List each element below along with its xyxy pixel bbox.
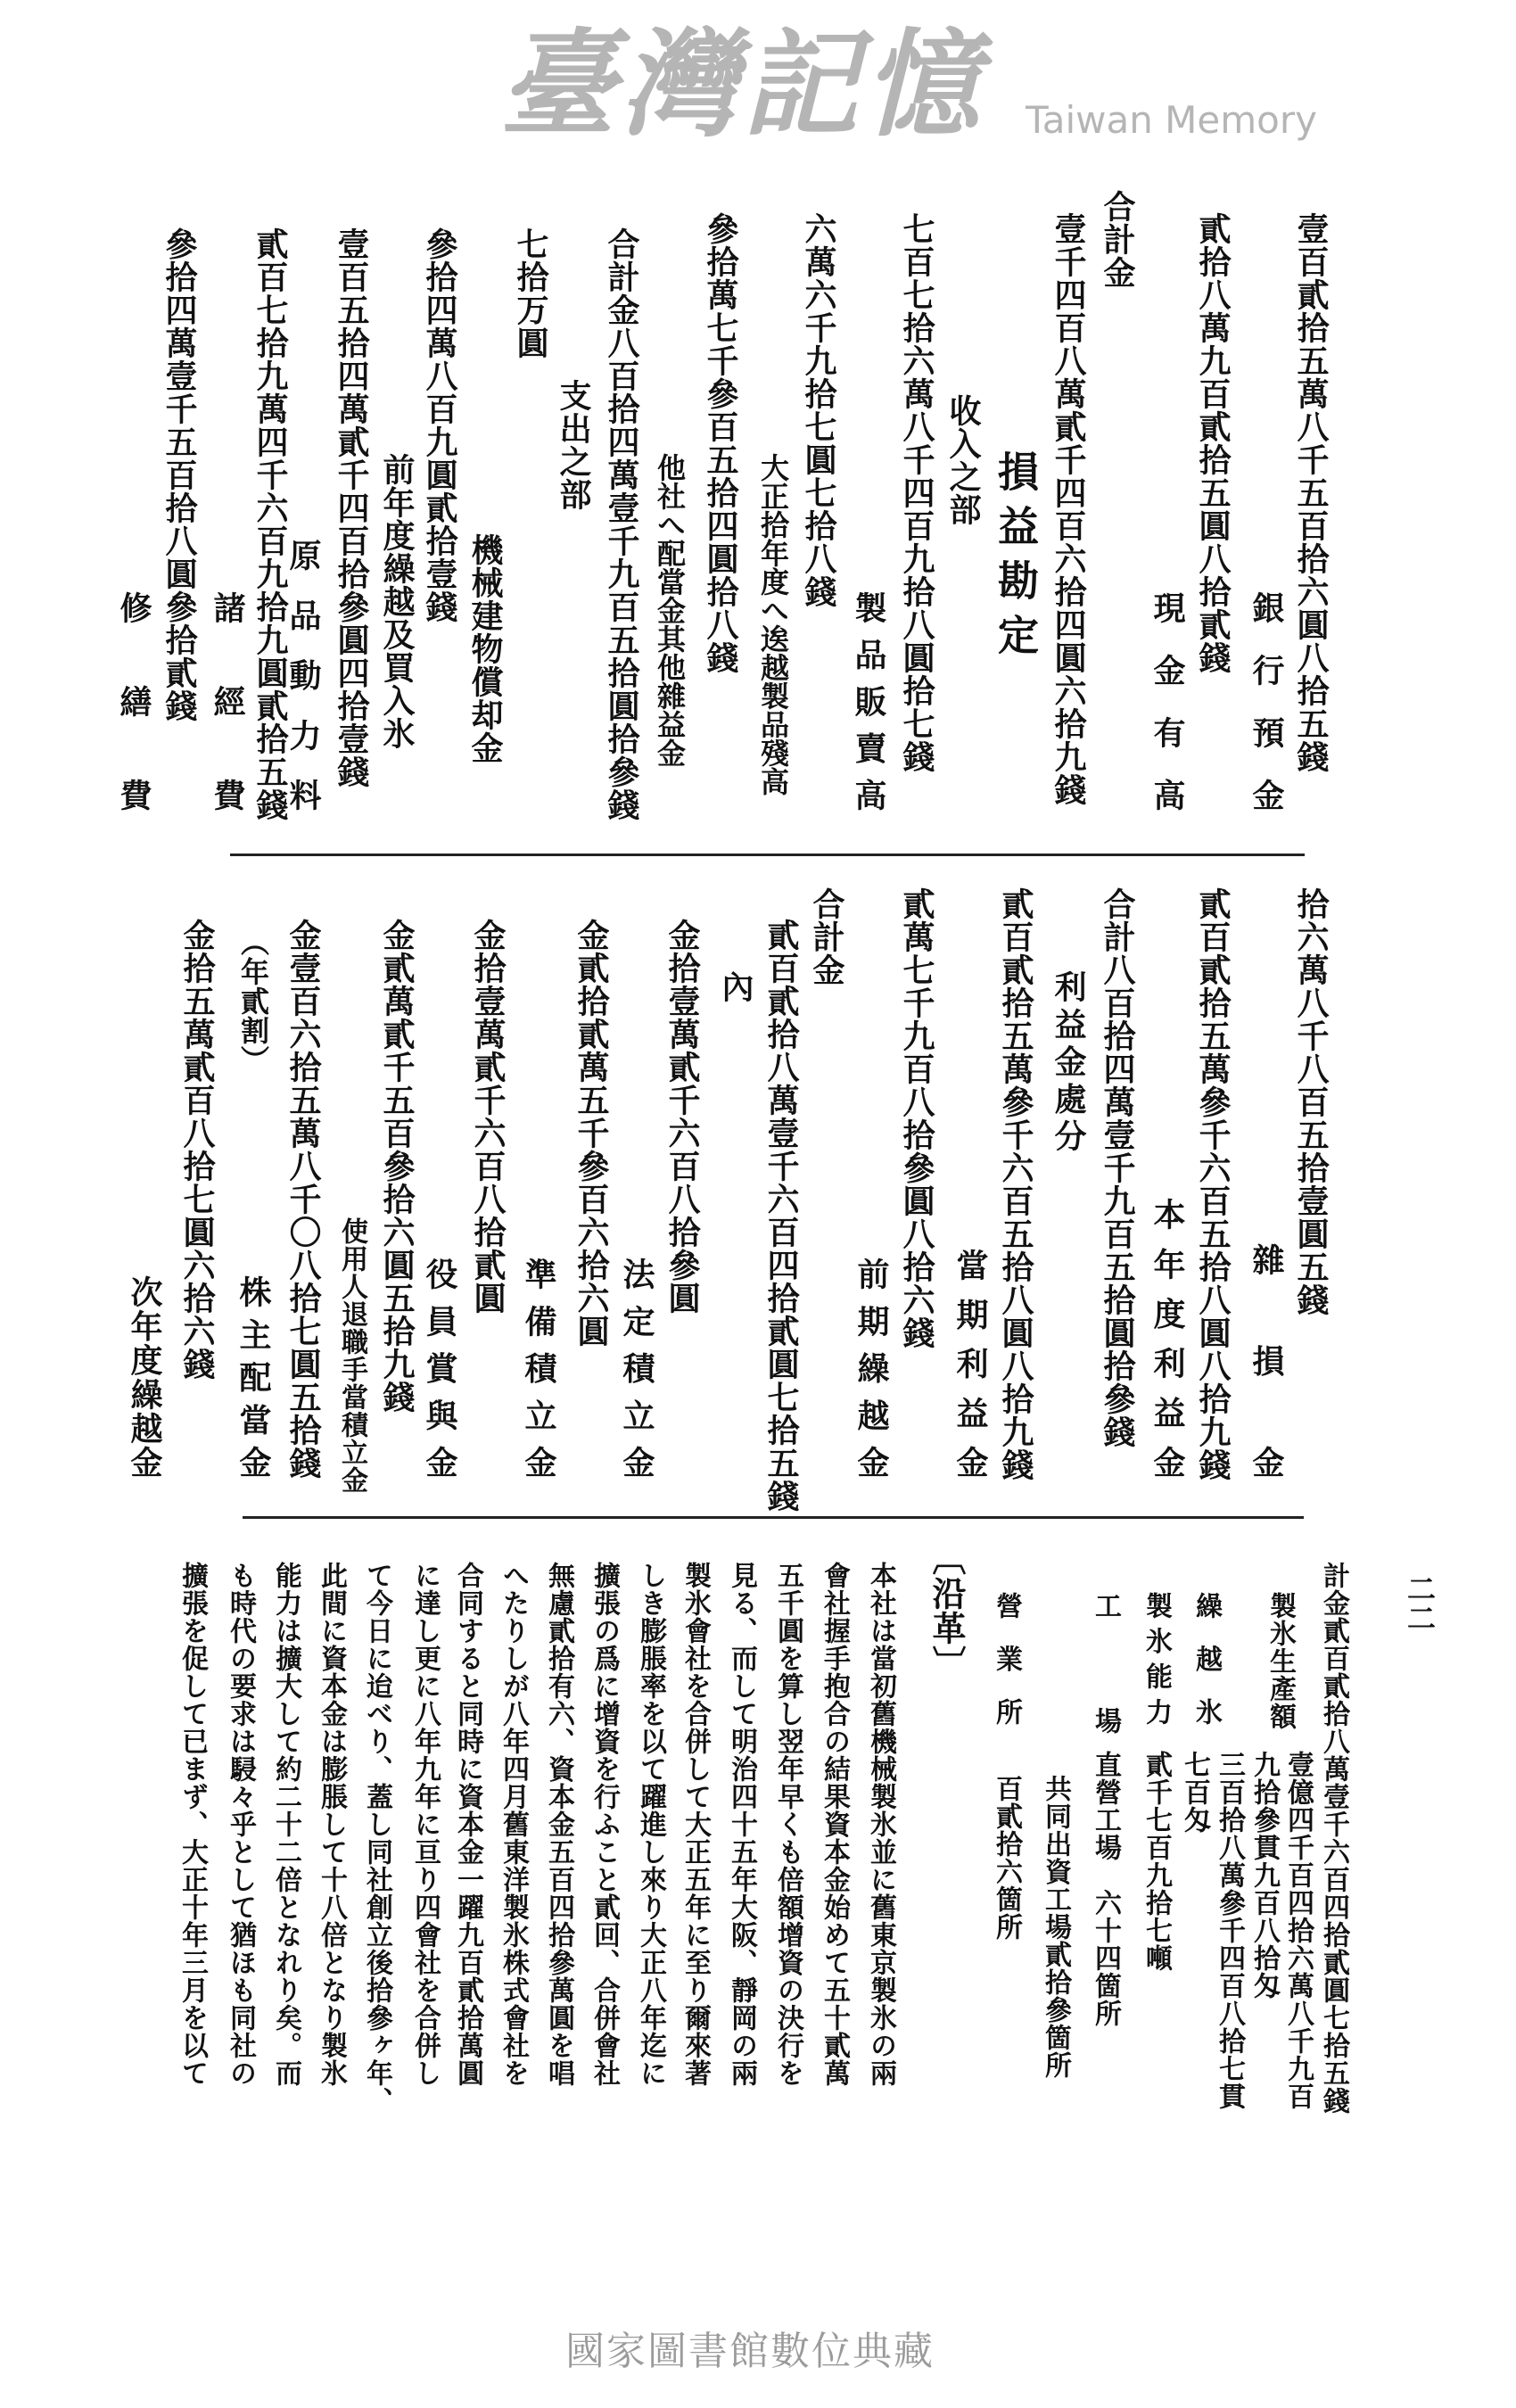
- history-line: に達し更に八年九年に亘り四會社を合併し: [409, 1562, 441, 2087]
- label: 使用人退職手當積立金: [336, 1217, 367, 1494]
- label: 大正拾年度へ逘越製品殘高: [756, 453, 790, 796]
- amount: 貳百貳拾五萬參千六百五拾八圓八拾九錢: [997, 887, 1034, 1481]
- label: 機械建物償却金: [466, 533, 504, 764]
- amount: 參拾四萬八百九圓貳拾壹錢: [421, 227, 458, 623]
- label: 株主配當金: [235, 1275, 272, 1479]
- label: 製氷生產額: [1265, 1592, 1296, 1730]
- amount: 拾六萬八千八百五拾壹圓五錢: [1292, 887, 1330, 1316]
- label: 現金有高: [1149, 591, 1186, 812]
- label: 前期繰越金: [853, 1258, 890, 1479]
- history-heading: 〔沿革〕: [927, 1541, 967, 1680]
- label: 原品動力料: [284, 539, 322, 812]
- page-number: 二二: [1403, 1574, 1437, 1633]
- amount: 貳萬七千九百八拾參圓八拾六錢: [898, 887, 935, 1349]
- label: 當期利益金: [952, 1249, 989, 1479]
- label: 銀行預金: [1248, 591, 1285, 812]
- history-line: 合同すると同時に資本金一躍九百貳拾萬圓: [452, 1562, 483, 2087]
- subheading: 利益金處分: [1050, 970, 1087, 1152]
- income-heading: 收入之部: [944, 394, 982, 526]
- history-line: しき膨脹率を以て躍進し來り大正八年迄に: [635, 1562, 666, 2087]
- value: 貳千七百九拾七噸: [1141, 1751, 1172, 1972]
- label: 繰越氷: [1191, 1592, 1222, 1726]
- history-line: 擴張を促して已まず、大正十年三月を以て: [177, 1562, 208, 2087]
- amount: 參拾四萬壹千五百拾八圓參拾貳錢: [161, 227, 198, 722]
- watermark-logo: 臺灣記憶: [499, 16, 985, 153]
- history-line: 本社は當初舊機械製氷並に舊東京製氷の兩: [865, 1562, 896, 2087]
- amount: 七百七拾六萬八千四百九拾八圓拾七錢: [898, 212, 935, 773]
- amount: 壹百貳拾五萬八千五百拾六圓八拾五錢: [1292, 212, 1330, 773]
- total-label: 合計金: [1099, 190, 1136, 289]
- history-line: へたりしが八年四月舊東洋製氷株式會社を: [498, 1562, 529, 2087]
- label: 他社へ配當金其他雜益金: [653, 453, 687, 767]
- amount: 壹百五拾四萬貳千四百拾參圓四拾壹錢: [333, 227, 370, 788]
- history-line: 會社握手抱合の結果資本金始めて五十貳萬: [819, 1562, 850, 2087]
- label: 內: [717, 970, 754, 1003]
- amount: 六萬六千九拾七圓七拾八錢: [800, 212, 837, 608]
- history-line: も時代の要求は駸々乎として猶ほも同社の: [225, 1562, 256, 2087]
- label: 役員賞與金: [421, 1258, 458, 1479]
- amount: 金拾壹萬貳千六百八拾貳圓: [469, 919, 507, 1315]
- total-amount: 計金貳百貳拾八萬壹千六百四拾貳圓七拾五錢: [1318, 1562, 1349, 2115]
- label: 次年度繰越金: [126, 1275, 163, 1479]
- amount: 金拾壹萬貳千六百八拾參圓: [663, 919, 701, 1315]
- label: 雜損金: [1248, 1243, 1285, 1479]
- history-line: 能力は擴大して約二十二倍となれり矣。而: [270, 1562, 301, 2087]
- divider: [243, 1516, 1304, 1519]
- value: 共同出資工場貳拾參箇所: [1040, 1775, 1071, 2079]
- total-label: 合計金: [808, 887, 845, 986]
- history-line: 此間に資本金は膨脹して十八倍となり製氷: [316, 1562, 347, 2087]
- value: 七百匁: [1179, 1751, 1210, 1834]
- amount: 金貳拾貳萬五千參百六拾六圓: [573, 919, 610, 1348]
- watermark-text: Taiwan Memory: [1026, 98, 1317, 142]
- note: （年貳割）: [236, 928, 270, 1075]
- label: 修繕費: [115, 591, 152, 812]
- value: 三百拾八萬參千四百八拾七貫: [1214, 1751, 1245, 2110]
- footer-credit: 國家圖書館數位典藏: [565, 2329, 935, 2374]
- history-line: 五千圓を算し翌年早くも倍額增資の決行を: [772, 1562, 803, 2087]
- amount: 貳拾八萬九百貳拾五圓八拾貳錢: [1194, 212, 1232, 674]
- label: 本年度利益金: [1149, 1198, 1186, 1479]
- amount: 金拾五萬貳百八拾七圓六拾六錢: [178, 919, 216, 1381]
- label: 法定積立金: [618, 1258, 655, 1479]
- label: 營業所: [991, 1592, 1022, 1726]
- total-amount: 合計八百拾四萬壹千九百五拾圓拾參錢: [1099, 887, 1136, 1448]
- amount: 七拾万圓: [512, 227, 549, 359]
- value: 直營工場 六十四箇所: [1090, 1751, 1121, 2027]
- total-amount: 合計金八百拾四萬壹千九百五拾圓拾參錢: [603, 227, 640, 821]
- value: 百貳拾六箇所: [991, 1775, 1022, 1941]
- divider: [230, 854, 1305, 856]
- label: 準備積立金: [520, 1258, 557, 1479]
- label: 諸經費: [209, 591, 246, 812]
- label: 製品販賣高: [850, 591, 887, 812]
- history-line: 製氷會社を合併して大正五年に至り爾來著: [680, 1562, 711, 2087]
- label: 工場: [1090, 1592, 1121, 1735]
- value: 壹億四千百四拾六萬八千九百: [1282, 1751, 1314, 2110]
- value: 九拾參貫九百八拾匁: [1248, 1751, 1280, 2000]
- amount: 參拾萬七千參百五拾四圓拾八錢: [702, 212, 739, 674]
- label: 前年度繰越及買入氷: [378, 453, 416, 750]
- amount: 貳百貳拾五萬參千六百五拾八圓八拾九錢: [1194, 887, 1232, 1481]
- amount: 金壹百六拾五萬八千〇八拾七圓五拾錢: [284, 919, 322, 1480]
- history-line: 見る、而して明治四十五年大阪、靜岡の兩: [726, 1562, 757, 2087]
- history-line: 擴張の爲に增資を行ふこと貳回、合併會社: [589, 1562, 620, 2087]
- total-amount: 壹千四百八萬貳千四百六拾四圓六拾九錢: [1050, 212, 1087, 806]
- amount: 金貳萬貳千五百參拾六圓五拾九錢: [378, 919, 416, 1414]
- amount: 貳百七拾九萬四千六百九拾九圓貳拾五錢: [251, 227, 289, 821]
- expense-heading: 支出之部: [555, 379, 592, 511]
- section-title: 損益勘定: [992, 450, 1040, 656]
- history-line: て今日に迨べり、蓋し同社創立後拾參ヶ年、: [361, 1562, 392, 2115]
- history-line: 無慮貳拾有六、資本金五百四拾參萬圓を唱: [543, 1562, 574, 2087]
- total-amount: 貳百貳拾八萬壹千六百四拾貳圓七拾五錢: [762, 919, 800, 1513]
- label: 製氷能力: [1141, 1592, 1172, 1726]
